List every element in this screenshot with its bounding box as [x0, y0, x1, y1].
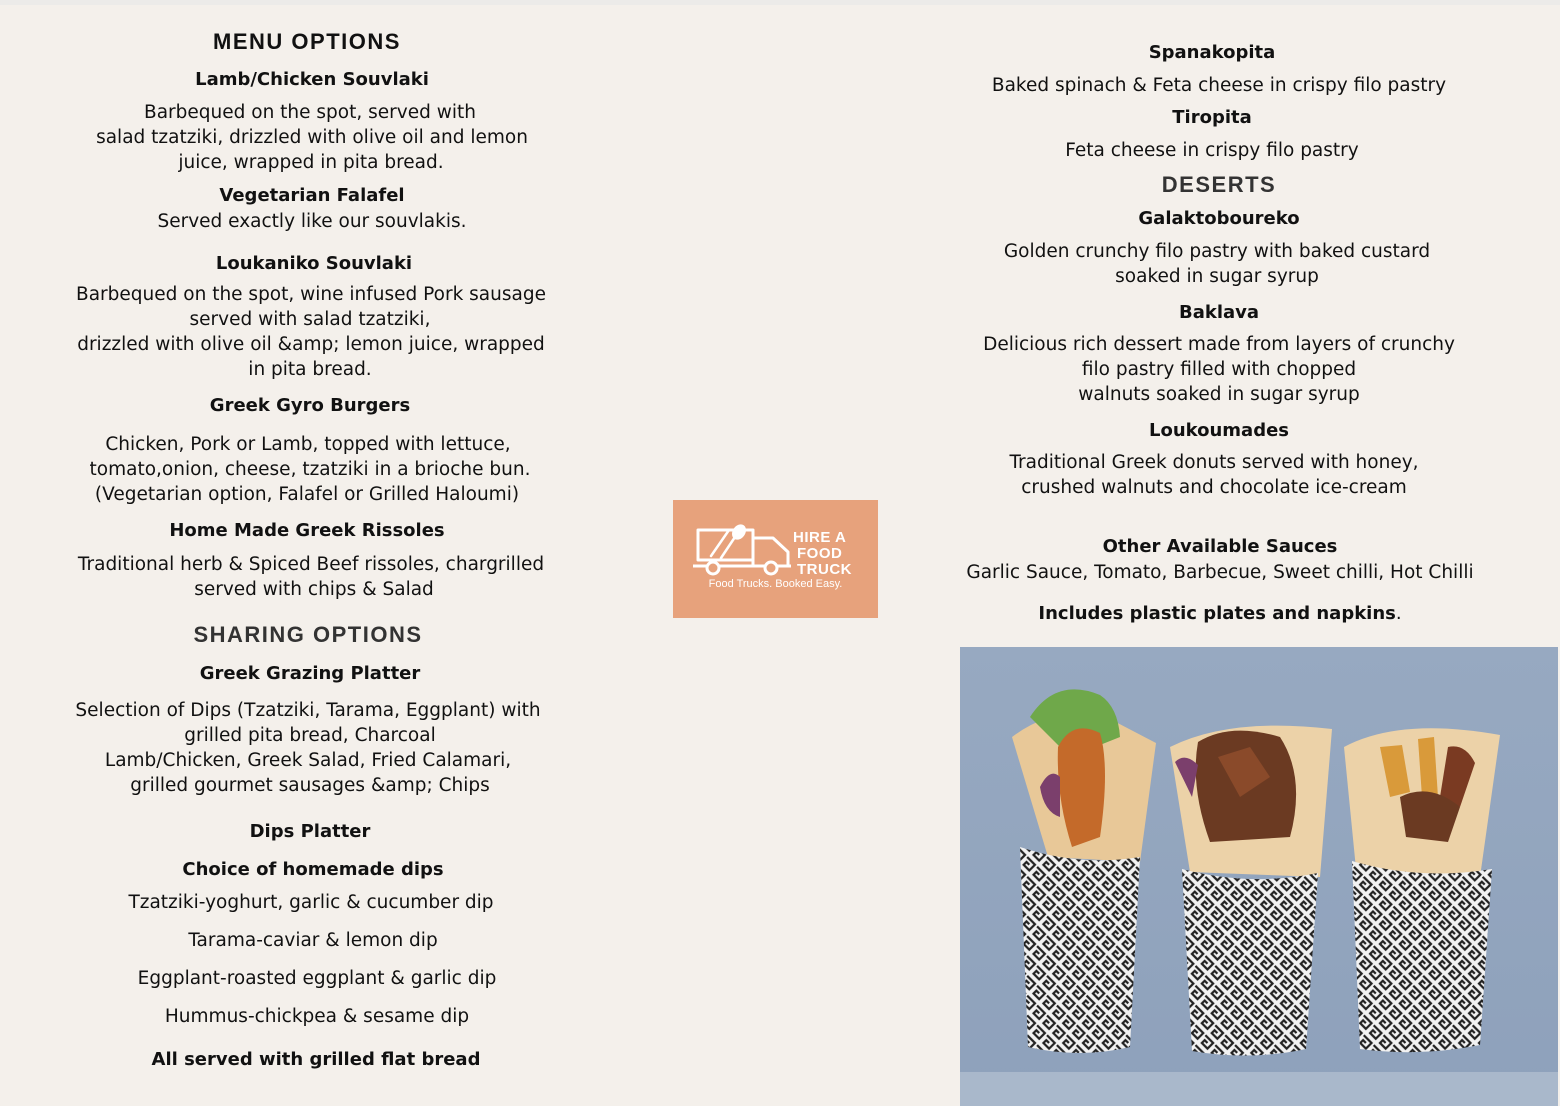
platter-desc-line: Lamb/Chicken, Greek Salad, Fried Calamari, [104, 750, 512, 771]
spanakopita-title: Spanakopita [1148, 42, 1276, 63]
includes-period: . [1395, 603, 1402, 624]
greek-wraps-photo [960, 647, 1558, 1106]
menu-options-heading: MENU OPTIONS [213, 29, 401, 54]
deserts-heading: DESERTS [1161, 172, 1277, 197]
baklava-desc-line: filo pastry filled with chopped [1081, 359, 1357, 380]
spanakopita-desc-line: Baked spinach & Feta cheese in crispy filo pastry [991, 75, 1447, 96]
platter-desc-line: grilled gourmet sausages &amp; Chips [130, 775, 490, 796]
platter-desc-line: grilled pita bread, Charcoal [184, 725, 436, 746]
includes-note [1038, 603, 1401, 624]
loukaniko-desc-line: drizzled with olive oil &amp; lemon juice, wrapped [77, 334, 545, 355]
logo-line: HIRE A [793, 529, 847, 546]
loukoumades-desc-line: Traditional Greek donuts served with honey, [1009, 452, 1419, 473]
baklava-desc-line: Delicious rich dessert made from layers of crunchy [983, 334, 1455, 355]
wrap-3 [1344, 728, 1500, 1052]
sauces-list: Garlic Sauce, Tomato, Barbecue, Sweet chilli, Hot Chilli [966, 562, 1474, 583]
wrap-2 [1170, 726, 1332, 1056]
gyro-desc-line: tomato,onion, cheese, tzatziki in a brioche bun. [89, 459, 531, 480]
dip-item: Tzatziki-yoghurt, garlic & cucumber dip [128, 892, 494, 913]
logo-tagline: Food Trucks. Booked Easy. [708, 578, 843, 590]
tiropita-desc-line: Feta cheese in crispy filo pastry [1065, 140, 1359, 161]
souvlaki-title: Lamb/Chicken Souvlaki [195, 69, 429, 90]
falafel-desc-line: Served exactly like our souvlakis. [157, 211, 467, 232]
platter-title: Greek Grazing Platter [199, 663, 421, 684]
loukaniko-desc-line: Barbequed on the spot, wine infused Pork sausage [76, 284, 546, 305]
souvlaki-desc-line: salad tzatziki, drizzled with olive oil and lemon [96, 127, 528, 148]
top-edge [0, 0, 1560, 5]
loukoumades-title: Loukoumades [1148, 420, 1290, 441]
rissoles-desc-line: Traditional herb & Spiced Beef rissoles, chargrilled [77, 554, 545, 575]
rissoles-title: Home Made Greek Rissoles [169, 520, 445, 541]
sharing-options-heading: SHARING OPTIONS [193, 622, 423, 647]
dips-subtitle: Choice of homemade dips [182, 859, 444, 880]
includes-text: Includes plastic plates and napkins [1038, 603, 1396, 624]
baklava-title: Baklava [1178, 302, 1260, 323]
sauces-title: Other Available Sauces [1102, 536, 1338, 557]
food-truck-icon [673, 500, 878, 618]
gyro-desc-line: Chicken, Pork or Lamb, topped with lettuce, [105, 434, 511, 455]
loukoumades-desc-line: crushed walnuts and chocolate ice-cream [1021, 477, 1407, 498]
dip-item: Eggplant-roasted eggplant & garlic dip [137, 968, 497, 989]
platter-desc-line: Selection of Dips (Tzatziki, Tarama, Eggplant) with [75, 700, 541, 721]
souvlaki-desc-line: Barbequed on the spot, served with [144, 102, 476, 123]
loukaniko-desc-line: in pita bread. [248, 359, 372, 380]
hire-a-food-truck-logo [673, 500, 878, 618]
dip-item: Hummus-chickpea & sesame dip [164, 1006, 470, 1027]
gyro-title: Greek Gyro Burgers [209, 395, 411, 416]
logo-line: TRUCK [797, 561, 852, 578]
gyro-desc-line: (Vegetarian option, Falafel or Grilled Haloumi) [94, 484, 520, 505]
tiropita-title: Tiropita [1172, 107, 1252, 128]
galaktoboureko-desc-line: soaked in sugar syrup [1115, 266, 1319, 287]
dip-item: Tarama-caviar & lemon dip [188, 930, 438, 951]
rissoles-desc-line: served with chips & Salad [194, 579, 434, 600]
falafel-title: Vegetarian Falafel [219, 185, 405, 206]
baklava-desc-line: walnuts soaked in sugar syrup [1078, 384, 1360, 405]
dips-platter-title: Dips Platter [249, 821, 371, 842]
loukaniko-title: Loukaniko Souvlaki [215, 253, 413, 274]
souvlaki-desc-line: juice, wrapped in pita bread. [178, 152, 444, 173]
wraps-illustration [960, 647, 1558, 1106]
loukaniko-desc-line: served with salad tzatziki, [189, 309, 431, 330]
logo-line: FOOD [797, 545, 843, 562]
galaktoboureko-title: Galaktoboureko [1138, 208, 1300, 229]
dips-footer: All served with grilled flat bread [151, 1049, 481, 1070]
galaktoboureko-desc-line: Golden crunchy filo pastry with baked custard [1003, 241, 1431, 262]
